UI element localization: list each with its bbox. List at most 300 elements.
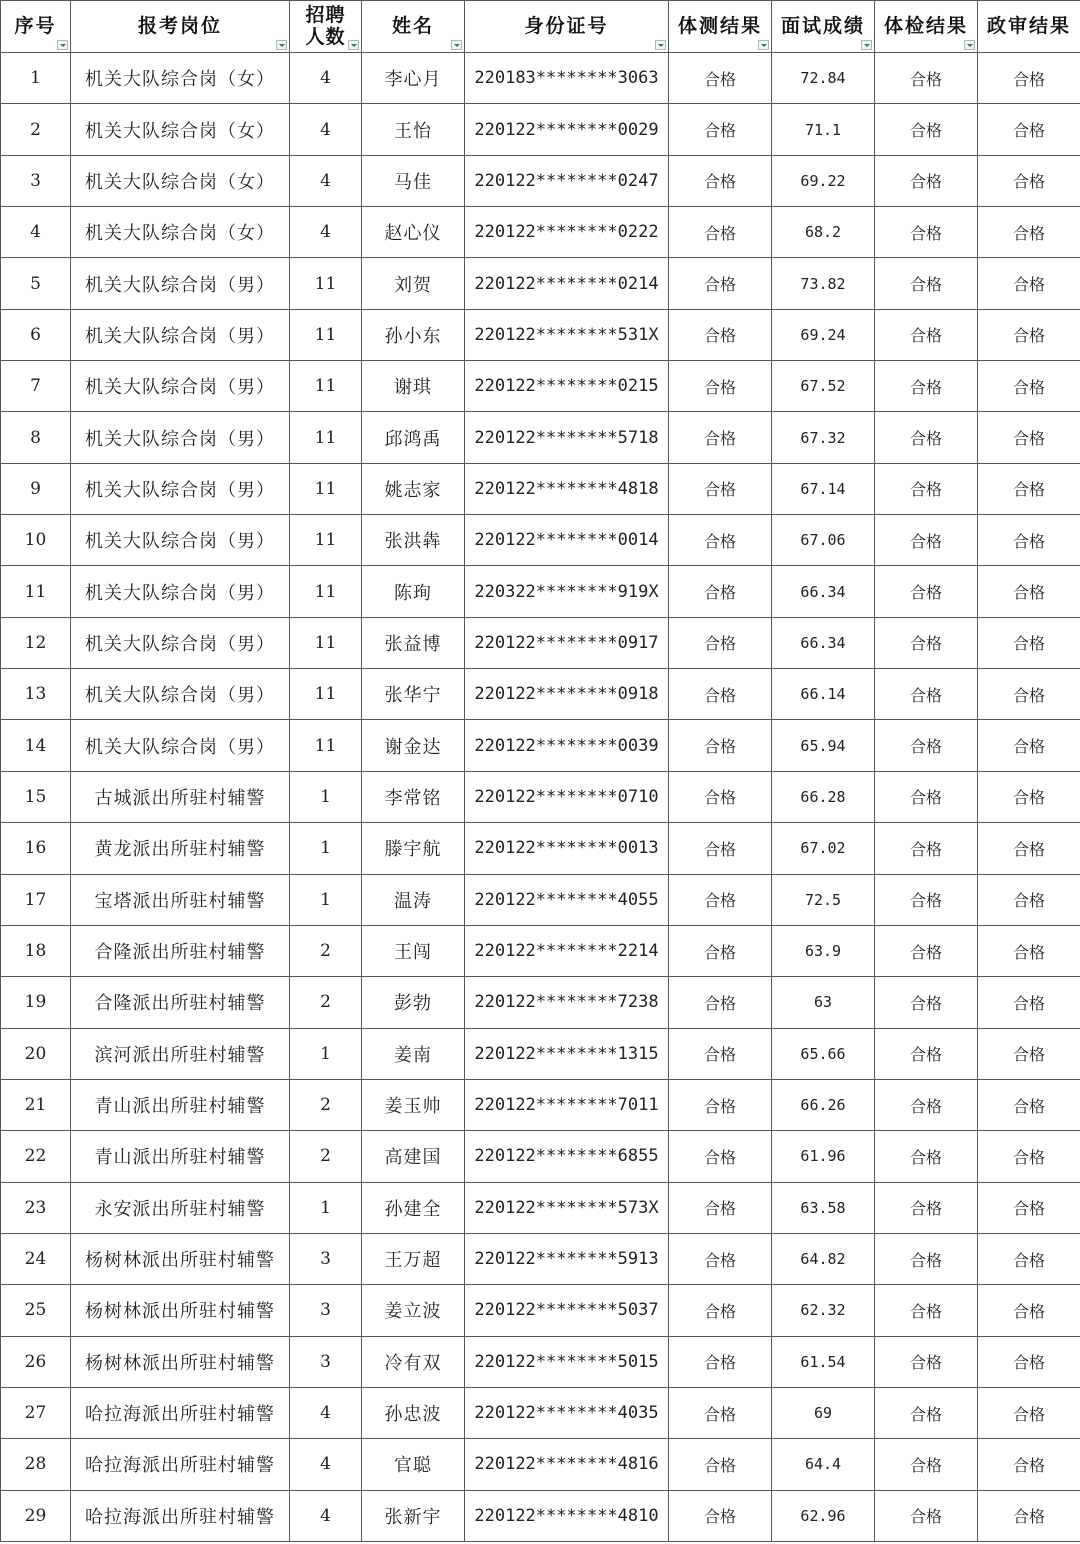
quota-cell: 11 — [290, 463, 362, 514]
medical-result-cell: 合格 — [875, 874, 978, 925]
fitness-result-cell: 合格 — [669, 104, 772, 155]
position-cell: 机关大队综合岗（男） — [71, 361, 290, 412]
position-cell: 机关大队综合岗（女） — [71, 53, 290, 104]
political-review-cell: 合格 — [978, 720, 1080, 771]
position-cell: 杨树林派出所驻村辅警 — [71, 1285, 290, 1336]
interview-score-cell: 65.66 — [772, 1028, 875, 1079]
row-index-cell: 21 — [1, 1079, 71, 1130]
political-review-cell: 合格 — [978, 1336, 1080, 1387]
name-cell: 滕宇航 — [362, 823, 465, 874]
header-political-review-label: 政审结果 — [986, 15, 1071, 38]
medical-result-cell: 合格 — [875, 925, 978, 976]
medical-result-cell: 合格 — [875, 1182, 978, 1233]
id-number-cell: 220122********0215 — [465, 361, 669, 412]
id-number-cell: 220122********1315 — [465, 1028, 669, 1079]
name-cell: 陈珣 — [362, 566, 465, 617]
position-cell: 机关大队综合岗（女） — [71, 104, 290, 155]
fitness-result-cell: 合格 — [669, 207, 772, 258]
row-index-cell: 24 — [1, 1233, 71, 1284]
quota-cell: 4 — [290, 1439, 362, 1490]
position-cell: 杨树林派出所驻村辅警 — [71, 1233, 290, 1284]
interview-score-cell: 69.24 — [772, 309, 875, 360]
political-review-cell: 合格 — [978, 925, 1080, 976]
fitness-result-cell: 合格 — [669, 566, 772, 617]
political-review-cell: 合格 — [978, 463, 1080, 514]
fitness-result-cell: 合格 — [669, 463, 772, 514]
political-review-cell: 合格 — [978, 874, 1080, 925]
fitness-result-cell: 合格 — [669, 361, 772, 412]
id-number-cell: 220322********919X — [465, 566, 669, 617]
medical-result-cell: 合格 — [875, 1336, 978, 1387]
name-cell: 刘贺 — [362, 258, 465, 309]
political-review-cell: 合格 — [978, 361, 1080, 412]
interview-score-cell: 69 — [772, 1387, 875, 1438]
fitness-result-cell: 合格 — [669, 617, 772, 668]
fitness-result-cell: 合格 — [669, 1079, 772, 1130]
row-index-cell: 18 — [1, 925, 71, 976]
id-number-cell: 220122********0247 — [465, 155, 669, 206]
fitness-result-cell: 合格 — [669, 720, 772, 771]
fitness-result-cell: 合格 — [669, 874, 772, 925]
id-number-cell: 220122********5718 — [465, 412, 669, 463]
fitness-result-cell: 合格 — [669, 1182, 772, 1233]
interview-score-cell: 66.14 — [772, 669, 875, 720]
row-index-cell: 23 — [1, 1182, 71, 1233]
id-number-cell: 220122********0214 — [465, 258, 669, 309]
header-interview-score-label: 面试成绩 — [780, 15, 865, 38]
name-cell: 姚志家 — [362, 463, 465, 514]
filter-dropdown-icon[interactable] — [861, 40, 872, 50]
table-row — [1, 1387, 1080, 1438]
table-row — [1, 925, 1080, 976]
header-medical-result — [875, 1, 978, 53]
position-cell: 机关大队综合岗（男） — [71, 463, 290, 514]
interview-score-cell: 68.2 — [772, 207, 875, 258]
filter-dropdown-icon[interactable] — [57, 40, 68, 50]
table-row — [1, 1336, 1080, 1387]
id-number-cell: 220122********0014 — [465, 515, 669, 566]
name-cell: 孙小东 — [362, 309, 465, 360]
medical-result-cell: 合格 — [875, 53, 978, 104]
interview-score-cell: 65.94 — [772, 720, 875, 771]
political-review-cell: 合格 — [978, 1079, 1080, 1130]
interview-score-cell: 62.32 — [772, 1285, 875, 1336]
name-cell: 姜玉帅 — [362, 1079, 465, 1130]
name-cell: 高建国 — [362, 1131, 465, 1182]
row-index-cell: 17 — [1, 874, 71, 925]
position-cell: 机关大队综合岗（女） — [71, 207, 290, 258]
name-cell: 官聪 — [362, 1439, 465, 1490]
medical-result-cell: 合格 — [875, 1490, 978, 1541]
position-cell: 哈拉海派出所驻村辅警 — [71, 1490, 290, 1541]
row-index-cell: 14 — [1, 720, 71, 771]
fitness-result-cell: 合格 — [669, 771, 772, 822]
quota-cell: 11 — [290, 617, 362, 668]
medical-result-cell: 合格 — [875, 155, 978, 206]
position-cell: 哈拉海派出所驻村辅警 — [71, 1439, 290, 1490]
header-index — [1, 1, 71, 53]
quota-cell: 4 — [290, 207, 362, 258]
name-cell: 冷有双 — [362, 1336, 465, 1387]
quota-cell: 1 — [290, 874, 362, 925]
political-review-cell: 合格 — [978, 1439, 1080, 1490]
medical-result-cell: 合格 — [875, 1285, 978, 1336]
row-index-cell: 22 — [1, 1131, 71, 1182]
interview-score-cell: 64.82 — [772, 1233, 875, 1284]
quota-cell: 3 — [290, 1233, 362, 1284]
interview-score-cell: 67.52 — [772, 361, 875, 412]
fitness-result-cell: 合格 — [669, 977, 772, 1028]
filter-dropdown-icon[interactable] — [758, 40, 769, 50]
header-index-label: 序号 — [14, 15, 57, 38]
medical-result-cell: 合格 — [875, 1028, 978, 1079]
table-row — [1, 309, 1080, 360]
id-number-cell: 220122********5913 — [465, 1233, 669, 1284]
medical-result-cell: 合格 — [875, 463, 978, 514]
position-cell: 机关大队综合岗（男） — [71, 258, 290, 309]
interview-score-cell: 61.54 — [772, 1336, 875, 1387]
political-review-cell: 合格 — [978, 566, 1080, 617]
interview-score-cell: 64.4 — [772, 1439, 875, 1490]
table-row — [1, 515, 1080, 566]
political-review-cell: 合格 — [978, 309, 1080, 360]
table-row — [1, 1439, 1080, 1490]
table-row — [1, 1131, 1080, 1182]
row-index-cell: 20 — [1, 1028, 71, 1079]
interview-score-cell: 66.28 — [772, 771, 875, 822]
table-row — [1, 361, 1080, 412]
header-name-label: 姓名 — [391, 15, 434, 38]
quota-cell: 11 — [290, 258, 362, 309]
name-cell: 温涛 — [362, 874, 465, 925]
political-review-cell: 合格 — [978, 53, 1080, 104]
id-number-cell: 220122********531X — [465, 309, 669, 360]
id-number-cell: 220183********3063 — [465, 53, 669, 104]
fitness-result-cell: 合格 — [669, 1336, 772, 1387]
header-quota — [290, 1, 362, 53]
table-row — [1, 1285, 1080, 1336]
table-header — [1, 1, 1080, 53]
row-index-cell: 26 — [1, 1336, 71, 1387]
id-number-cell: 220122********4055 — [465, 874, 669, 925]
interview-score-cell: 67.32 — [772, 412, 875, 463]
table-row — [1, 258, 1080, 309]
medical-result-cell: 合格 — [875, 720, 978, 771]
id-number-cell: 220122********0917 — [465, 617, 669, 668]
row-index-cell: 8 — [1, 412, 71, 463]
political-review-cell: 合格 — [978, 412, 1080, 463]
political-review-cell: 合格 — [978, 155, 1080, 206]
political-review-cell: 合格 — [978, 1028, 1080, 1079]
table-row — [1, 1490, 1080, 1541]
fitness-result-cell: 合格 — [669, 412, 772, 463]
political-review-cell: 合格 — [978, 1131, 1080, 1182]
row-index-cell: 11 — [1, 566, 71, 617]
interview-score-cell: 66.34 — [772, 617, 875, 668]
quota-cell: 2 — [290, 925, 362, 976]
table-row — [1, 1079, 1080, 1130]
political-review-cell: 合格 — [978, 207, 1080, 258]
id-number-cell: 220122********573X — [465, 1182, 669, 1233]
fitness-result-cell: 合格 — [669, 53, 772, 104]
name-cell: 孙建全 — [362, 1182, 465, 1233]
political-review-cell: 合格 — [978, 104, 1080, 155]
position-cell: 黄龙派出所驻村辅警 — [71, 823, 290, 874]
id-number-cell: 220122********7011 — [465, 1079, 669, 1130]
fitness-result-cell: 合格 — [669, 1490, 772, 1541]
fitness-result-cell: 合格 — [669, 669, 772, 720]
interview-score-cell: 73.82 — [772, 258, 875, 309]
name-cell: 张洪犇 — [362, 515, 465, 566]
quota-cell: 4 — [290, 104, 362, 155]
interview-score-cell: 66.26 — [772, 1079, 875, 1130]
political-review-cell: 合格 — [978, 823, 1080, 874]
political-review-cell: 合格 — [978, 617, 1080, 668]
medical-result-cell: 合格 — [875, 309, 978, 360]
position-cell: 机关大队综合岗（男） — [71, 617, 290, 668]
interview-score-cell: 63.58 — [772, 1182, 875, 1233]
position-cell: 滨河派出所驻村辅警 — [71, 1028, 290, 1079]
interview-score-cell: 72.84 — [772, 53, 875, 104]
row-index-cell: 28 — [1, 1439, 71, 1490]
interview-score-cell: 67.02 — [772, 823, 875, 874]
political-review-cell: 合格 — [978, 1387, 1080, 1438]
row-index-cell: 19 — [1, 977, 71, 1028]
fitness-result-cell: 合格 — [669, 925, 772, 976]
political-review-cell: 合格 — [978, 1233, 1080, 1284]
header-position-label: 报考岗位 — [137, 15, 222, 38]
row-index-cell: 12 — [1, 617, 71, 668]
medical-result-cell: 合格 — [875, 771, 978, 822]
interview-score-cell: 67.14 — [772, 463, 875, 514]
quota-cell: 4 — [290, 1490, 362, 1541]
medical-result-cell: 合格 — [875, 361, 978, 412]
fitness-result-cell: 合格 — [669, 1233, 772, 1284]
table-row — [1, 207, 1080, 258]
medical-result-cell: 合格 — [875, 823, 978, 874]
id-number-cell: 220122********0710 — [465, 771, 669, 822]
quota-cell: 1 — [290, 771, 362, 822]
row-index-cell: 13 — [1, 669, 71, 720]
header-fitness-result — [669, 1, 772, 53]
quota-cell: 11 — [290, 361, 362, 412]
political-review-cell: 合格 — [978, 1182, 1080, 1233]
table-row — [1, 463, 1080, 514]
table-row — [1, 823, 1080, 874]
political-review-cell: 合格 — [978, 771, 1080, 822]
quota-cell: 1 — [290, 823, 362, 874]
id-number-cell: 220122********0039 — [465, 720, 669, 771]
medical-result-cell: 合格 — [875, 258, 978, 309]
table-row — [1, 1028, 1080, 1079]
medical-result-cell: 合格 — [875, 977, 978, 1028]
fitness-result-cell: 合格 — [669, 309, 772, 360]
interview-score-cell: 62.96 — [772, 1490, 875, 1541]
interview-score-cell: 67.06 — [772, 515, 875, 566]
interview-score-cell: 66.34 — [772, 566, 875, 617]
interview-score-cell: 71.1 — [772, 104, 875, 155]
id-number-cell: 220122********4035 — [465, 1387, 669, 1438]
name-cell: 张华宁 — [362, 669, 465, 720]
header-political-review — [978, 1, 1080, 53]
medical-result-cell: 合格 — [875, 1079, 978, 1130]
quota-cell: 4 — [290, 53, 362, 104]
table-row — [1, 155, 1080, 206]
name-cell: 赵心仪 — [362, 207, 465, 258]
filter-dropdown-icon[interactable] — [348, 40, 359, 50]
name-cell: 马佳 — [362, 155, 465, 206]
medical-result-cell: 合格 — [875, 515, 978, 566]
fitness-result-cell: 合格 — [669, 823, 772, 874]
id-number-cell: 220122********0918 — [465, 669, 669, 720]
table-row — [1, 412, 1080, 463]
table-row — [1, 874, 1080, 925]
name-cell: 姜南 — [362, 1028, 465, 1079]
position-cell: 机关大队综合岗（男） — [71, 566, 290, 617]
id-number-cell: 220122********0029 — [465, 104, 669, 155]
row-index-cell: 5 — [1, 258, 71, 309]
id-number-cell: 220122********4816 — [465, 1439, 669, 1490]
name-cell: 王万超 — [362, 1233, 465, 1284]
id-number-cell: 220122********5015 — [465, 1336, 669, 1387]
filter-dropdown-icon[interactable] — [655, 40, 666, 50]
position-cell: 机关大队综合岗（男） — [71, 412, 290, 463]
filter-dropdown-icon[interactable] — [451, 40, 462, 50]
political-review-cell: 合格 — [978, 669, 1080, 720]
header-id-number — [465, 1, 669, 53]
row-index-cell: 4 — [1, 207, 71, 258]
name-cell: 张益博 — [362, 617, 465, 668]
row-index-cell: 27 — [1, 1387, 71, 1438]
interview-score-cell: 72.5 — [772, 874, 875, 925]
name-cell: 姜立波 — [362, 1285, 465, 1336]
row-index-cell: 7 — [1, 361, 71, 412]
header-position — [71, 1, 290, 53]
position-cell: 宝塔派出所驻村辅警 — [71, 874, 290, 925]
quota-cell: 11 — [290, 720, 362, 771]
medical-result-cell: 合格 — [875, 104, 978, 155]
row-index-cell: 16 — [1, 823, 71, 874]
interview-score-cell: 63 — [772, 977, 875, 1028]
table-row — [1, 566, 1080, 617]
table-row — [1, 977, 1080, 1028]
fitness-result-cell: 合格 — [669, 1439, 772, 1490]
fitness-result-cell: 合格 — [669, 155, 772, 206]
medical-result-cell: 合格 — [875, 669, 978, 720]
header-interview-score — [772, 1, 875, 53]
fitness-result-cell: 合格 — [669, 1131, 772, 1182]
row-index-cell: 1 — [1, 53, 71, 104]
medical-result-cell: 合格 — [875, 617, 978, 668]
quota-cell: 11 — [290, 412, 362, 463]
row-index-cell: 6 — [1, 309, 71, 360]
quota-cell: 2 — [290, 1079, 362, 1130]
header-quota-label: 招聘人数 — [305, 3, 346, 48]
row-index-cell: 2 — [1, 104, 71, 155]
position-cell: 合隆派出所驻村辅警 — [71, 977, 290, 1028]
name-cell: 张新宇 — [362, 1490, 465, 1541]
row-index-cell: 15 — [1, 771, 71, 822]
position-cell: 机关大队综合岗（女） — [71, 155, 290, 206]
table-row — [1, 771, 1080, 822]
quota-cell: 11 — [290, 669, 362, 720]
quota-cell: 1 — [290, 1028, 362, 1079]
position-cell: 青山派出所驻村辅警 — [71, 1079, 290, 1130]
position-cell: 哈拉海派出所驻村辅警 — [71, 1387, 290, 1438]
quota-cell: 2 — [290, 977, 362, 1028]
id-number-cell: 220122********7238 — [465, 977, 669, 1028]
table-row — [1, 720, 1080, 771]
name-cell: 李心月 — [362, 53, 465, 104]
filter-dropdown-icon[interactable] — [964, 40, 975, 50]
table-row — [1, 1233, 1080, 1284]
political-review-cell: 合格 — [978, 977, 1080, 1028]
quota-cell: 4 — [290, 155, 362, 206]
quota-cell: 1 — [290, 1182, 362, 1233]
table-row — [1, 1182, 1080, 1233]
id-number-cell: 220122********6855 — [465, 1131, 669, 1182]
medical-result-cell: 合格 — [875, 1233, 978, 1284]
header-row — [1, 1, 1080, 53]
position-cell: 杨树林派出所驻村辅警 — [71, 1336, 290, 1387]
medical-result-cell: 合格 — [875, 1387, 978, 1438]
row-index-cell: 29 — [1, 1490, 71, 1541]
medical-result-cell: 合格 — [875, 412, 978, 463]
table-row — [1, 53, 1080, 104]
medical-result-cell: 合格 — [875, 1131, 978, 1182]
position-cell: 机关大队综合岗（男） — [71, 669, 290, 720]
position-cell: 永安派出所驻村辅警 — [71, 1182, 290, 1233]
fitness-result-cell: 合格 — [669, 515, 772, 566]
fitness-result-cell: 合格 — [669, 1028, 772, 1079]
quota-cell: 11 — [290, 566, 362, 617]
id-number-cell: 220122********4818 — [465, 463, 669, 514]
fitness-result-cell: 合格 — [669, 1387, 772, 1438]
interview-score-cell: 61.96 — [772, 1131, 875, 1182]
row-index-cell: 9 — [1, 463, 71, 514]
id-number-cell: 220122********2214 — [465, 925, 669, 976]
table-row — [1, 104, 1080, 155]
quota-cell: 3 — [290, 1285, 362, 1336]
position-cell: 青山派出所驻村辅警 — [71, 1131, 290, 1182]
political-review-cell: 合格 — [978, 1490, 1080, 1541]
header-fitness-result-label: 体测结果 — [677, 15, 762, 38]
row-index-cell: 10 — [1, 515, 71, 566]
fitness-result-cell: 合格 — [669, 258, 772, 309]
position-cell: 古城派出所驻村辅警 — [71, 771, 290, 822]
quota-cell: 11 — [290, 309, 362, 360]
medical-result-cell: 合格 — [875, 207, 978, 258]
name-cell: 王闯 — [362, 925, 465, 976]
id-number-cell: 220122********0013 — [465, 823, 669, 874]
filter-dropdown-icon[interactable] — [276, 40, 287, 50]
quota-cell: 4 — [290, 1387, 362, 1438]
id-number-cell: 220122********0222 — [465, 207, 669, 258]
fitness-result-cell: 合格 — [669, 1285, 772, 1336]
header-name — [362, 1, 465, 53]
name-cell: 王怡 — [362, 104, 465, 155]
interview-score-cell: 69.22 — [772, 155, 875, 206]
political-review-cell: 合格 — [978, 1285, 1080, 1336]
position-cell: 机关大队综合岗（男） — [71, 309, 290, 360]
table-row — [1, 669, 1080, 720]
quota-cell: 3 — [290, 1336, 362, 1387]
position-cell: 机关大队综合岗（男） — [71, 515, 290, 566]
name-cell: 孙忠波 — [362, 1387, 465, 1438]
name-cell: 彭勃 — [362, 977, 465, 1028]
medical-result-cell: 合格 — [875, 1439, 978, 1490]
name-cell: 邱鸿禹 — [362, 412, 465, 463]
